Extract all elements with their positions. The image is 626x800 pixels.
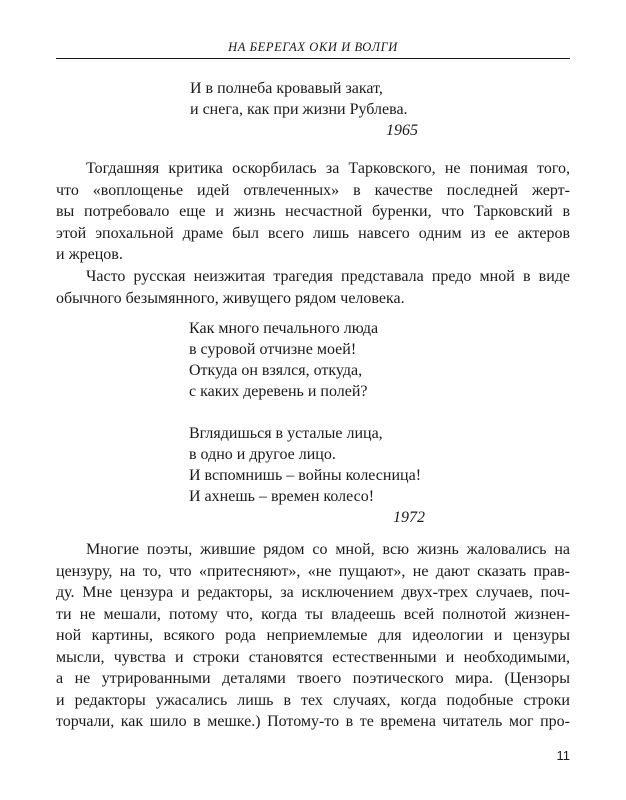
paragraph-line: мысли, чувства и строки становятся естественными и необходимыми, [56,648,570,666]
paragraph-line: вы потребовало еще и жизнь несчастной буренки, что Тарковский в [56,203,570,220]
paragraph-line: Тогдашняя критика оскорбилась за Тарковского, не понимая того, [86,160,570,177]
verse-line: в одно и другое лицо. [189,446,336,463]
paragraph-line: этой эпохальной драме был всего лишь навсего одним из ее актеров [56,224,570,242]
verse-line: с каких деревень и полей? [189,383,368,400]
paragraph-line: а не утрированными деталями твоего поэтического мира. (Цензоры [56,670,570,687]
verse-date: 1972 [393,509,425,526]
paragraph-line: обычного безымянного, живущего рядом человека. [56,289,405,307]
paragraph-line: ной картины, всякого рода неприемлемые для идеологии и цензуры [56,627,570,644]
verse-line: Откуда он взялся, откуда, [189,362,363,379]
verse-line: И вспомнишь – войны колесница! [189,467,422,484]
verse-line: И в полнеба кровавый закат, [190,80,383,97]
verse-line: И ахнешь – времен колесо! [189,488,375,505]
paragraph-line: и редакторы ужасались лишь в тех случаях, когда подобные строки [56,691,570,709]
stanza-break [189,402,425,423]
paragraph-tragedy [56,266,570,309]
paragraph-line: что «воплощенье идей отвлеченных» в качестве последней жерт- [56,181,570,199]
paragraph-line: Многие поэты, жившие рядом со мной, всю жизнь жаловались на [86,541,570,558]
verse-line: Как много печального люда [189,320,379,337]
verse-line: Вглядишься в усталые лица, [189,425,383,442]
page-number: 11 [556,748,570,763]
paragraph-tarkovsky [56,158,570,266]
verse-date: 1965 [386,122,418,139]
running-header: НА БЕРЕГАХ ОКИ И ВОЛГИ [56,40,570,59]
paragraph-censorship [56,539,570,733]
paragraph-line: ду. Мне цензура и редакторы, за исключением двух-трех случаев, поч- [56,584,570,601]
paragraph-line: Часто русская неизжитая трагедия представала предо мной в виде [86,268,570,285]
paragraph-line: ти не мешали, потому что, когда ты владеешь всей полнотой жизнен- [56,605,570,623]
paragraph-line: торчали, как шило в мешке.) Потому-то в те времена читатель мог про- [56,713,570,730]
paragraph-line: цензуру, на то, что «притесняют», «не пущают», не дают сказать прав- [56,562,570,580]
verse-1972 [189,318,425,528]
verse-1965 [190,78,418,141]
paragraph-line: и жрецов. [56,246,123,263]
verse-line: и снега, как при жизни Рублева. [190,101,408,118]
verse-line: в суровой отчизне моей! [189,341,357,358]
